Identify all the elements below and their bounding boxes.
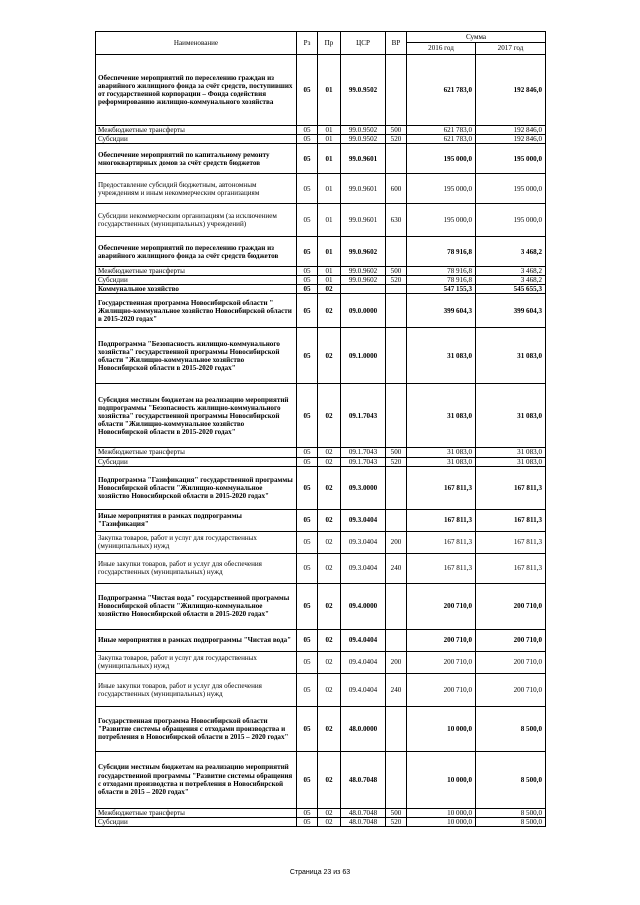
cell-sum-2016: 200 710,0	[407, 583, 476, 629]
cell-sum-2017: 200 710,0	[476, 629, 546, 651]
cell-sum-2017: 195 000,0	[476, 204, 546, 237]
cell-sum-2016: 621 783,0	[407, 55, 476, 126]
cell-sum-2017: 167 811,3	[476, 531, 546, 553]
cell-pr: 01	[318, 135, 341, 144]
cell-sum-2017: 195 000,0	[476, 144, 546, 174]
cell-name: Коммунальное хозяйство	[96, 285, 297, 294]
cell-vr	[386, 237, 407, 267]
cell-rz: 05	[297, 294, 318, 328]
cell-name: Субсидии	[96, 457, 297, 466]
table-row	[96, 457, 546, 466]
cell-pr: 01	[318, 126, 341, 135]
cell-pr: 02	[318, 384, 341, 448]
cell-rz: 05	[297, 629, 318, 651]
cell-sum-2016: 10 000,0	[407, 751, 476, 808]
cell-rz: 05	[297, 583, 318, 629]
cell-csr: 09.3.0404	[341, 531, 386, 553]
cell-csr: 99.0.9502	[341, 55, 386, 126]
table-body	[96, 55, 546, 827]
table-row	[96, 583, 546, 629]
table-row	[96, 126, 546, 135]
cell-pr: 02	[318, 531, 341, 553]
cell-sum-2017: 3 468,2	[476, 237, 546, 267]
table-row	[96, 751, 546, 808]
cell-csr: 48.0.7048	[341, 817, 386, 826]
cell-csr: 09.3.0404	[341, 553, 386, 583]
cell-rz: 05	[297, 751, 318, 808]
cell-rz: 05	[297, 135, 318, 144]
cell-pr: 02	[318, 509, 341, 531]
cell-rz: 05	[297, 237, 318, 267]
cell-pr: 02	[318, 448, 341, 457]
cell-csr: 48.0.7048	[341, 751, 386, 808]
cell-sum-2017: 3 468,2	[476, 267, 546, 276]
cell-name: Закупка товаров, работ и услуг для государственных (муниципальных) нужд	[96, 531, 297, 553]
cell-vr	[386, 384, 407, 448]
cell-sum-2017: 167 811,3	[476, 466, 546, 509]
table-row	[96, 328, 546, 384]
cell-vr: 520	[386, 817, 407, 826]
cell-pr: 01	[318, 204, 341, 237]
cell-sum-2016: 200 710,0	[407, 629, 476, 651]
cell-sum-2017: 31 083,0	[476, 384, 546, 448]
cell-name: Субсидии	[96, 135, 297, 144]
cell-csr: 09.1.0000	[341, 328, 386, 384]
cell-name: Субсидии	[96, 276, 297, 285]
cell-rz: 05	[297, 448, 318, 457]
cell-vr: 520	[386, 276, 407, 285]
cell-vr: 500	[386, 267, 407, 276]
cell-sum-2016: 200 710,0	[407, 673, 476, 706]
table-row	[96, 553, 546, 583]
cell-rz: 05	[297, 384, 318, 448]
cell-csr: 09.1.7043	[341, 384, 386, 448]
table-row	[96, 204, 546, 237]
cell-pr: 01	[318, 237, 341, 267]
cell-name: Субсидии некоммерческим организациям (за исключением государственных (муниципальных) учреждений)	[96, 204, 297, 237]
table-row	[96, 706, 546, 751]
cell-vr	[386, 328, 407, 384]
cell-csr: 48.0.0000	[341, 706, 386, 751]
cell-csr: 99.0.9502	[341, 126, 386, 135]
cell-vr: 200	[386, 531, 407, 553]
cell-name: Обеспечение мероприятий по переселению граждан из аварийного жилищного фонда за счёт средств бюджетов	[96, 237, 297, 267]
cell-csr: 99.0.9602	[341, 276, 386, 285]
cell-vr: 200	[386, 651, 407, 673]
cell-csr: 09.3.0000	[341, 466, 386, 509]
cell-pr: 01	[318, 276, 341, 285]
cell-csr: 09.3.0404	[341, 509, 386, 531]
table-row	[96, 135, 546, 144]
cell-name: Субсидии местным бюджетам на реализацию мероприятий государственной программы "Развитие системы обращения с отходами производства и потребления в Новосибирской области в 2015 – 2020 годах"	[96, 751, 297, 808]
cell-vr: 500	[386, 126, 407, 135]
cell-csr	[341, 285, 386, 294]
cell-sum-2016: 78 916,8	[407, 276, 476, 285]
cell-sum-2017: 31 083,0	[476, 328, 546, 384]
table-row	[96, 817, 546, 826]
cell-vr	[386, 583, 407, 629]
cell-rz: 05	[297, 55, 318, 126]
cell-sum-2016: 78 916,8	[407, 237, 476, 267]
header-pr: Пр	[318, 32, 341, 55]
cell-vr: 240	[386, 673, 407, 706]
table-row	[96, 808, 546, 817]
cell-vr: 500	[386, 448, 407, 457]
header-vr: ВР	[386, 32, 407, 55]
cell-csr: 09.1.7043	[341, 448, 386, 457]
cell-pr: 02	[318, 751, 341, 808]
cell-name: Иные закупки товаров, работ и услуг для обеспечения государственных (муниципальных) нужд	[96, 553, 297, 583]
cell-vr	[386, 55, 407, 126]
cell-vr	[386, 706, 407, 751]
cell-name: Межбюджетные трансферты	[96, 126, 297, 135]
cell-vr: 630	[386, 204, 407, 237]
cell-sum-2017: 192 846,0	[476, 55, 546, 126]
cell-vr	[386, 144, 407, 174]
cell-name: Субсидии	[96, 817, 297, 826]
cell-rz: 05	[297, 553, 318, 583]
cell-pr: 02	[318, 457, 341, 466]
cell-pr: 02	[318, 706, 341, 751]
cell-pr: 02	[318, 583, 341, 629]
cell-vr: 520	[386, 135, 407, 144]
cell-rz: 05	[297, 126, 318, 135]
cell-sum-2016: 167 811,3	[407, 553, 476, 583]
table-row	[96, 651, 546, 673]
cell-pr: 01	[318, 267, 341, 276]
cell-pr: 02	[318, 553, 341, 583]
cell-vr	[386, 285, 407, 294]
cell-csr: 09.4.0000	[341, 583, 386, 629]
cell-rz: 05	[297, 276, 318, 285]
cell-name: Обеспечение мероприятий по капитальному ремонту многоквартирных домов за счёт средств бюджетов	[96, 144, 297, 174]
cell-csr: 99.0.9502	[341, 135, 386, 144]
cell-sum-2017: 167 811,3	[476, 553, 546, 583]
cell-sum-2017: 200 710,0	[476, 651, 546, 673]
cell-sum-2016: 10 000,0	[407, 808, 476, 817]
cell-csr: 48.0.7048	[341, 808, 386, 817]
cell-name: Иные мероприятия в рамках подпрограммы "Чистая вода"	[96, 629, 297, 651]
header-year-2017: 2017 год	[476, 43, 546, 55]
cell-name: Межбюджетные трансферты	[96, 448, 297, 457]
cell-pr: 02	[318, 466, 341, 509]
header-csr: ЦСР	[341, 32, 386, 55]
cell-sum-2016: 167 811,3	[407, 466, 476, 509]
table-row	[96, 448, 546, 457]
table-row	[96, 531, 546, 553]
cell-sum-2017: 8 500,0	[476, 817, 546, 826]
cell-rz: 05	[297, 466, 318, 509]
cell-pr: 02	[318, 817, 341, 826]
cell-rz: 05	[297, 808, 318, 817]
cell-sum-2016: 10 000,0	[407, 817, 476, 826]
header-year-2016: 2016 год	[407, 43, 476, 55]
cell-vr	[386, 509, 407, 531]
cell-sum-2017: 399 604,3	[476, 294, 546, 328]
header-sum: Сумма	[407, 32, 546, 43]
cell-pr: 02	[318, 285, 341, 294]
cell-sum-2017: 31 083,0	[476, 448, 546, 457]
cell-rz: 05	[297, 174, 318, 204]
cell-pr: 01	[318, 174, 341, 204]
cell-sum-2016: 31 083,0	[407, 448, 476, 457]
table-row	[96, 673, 546, 706]
cell-sum-2016: 31 083,0	[407, 384, 476, 448]
table-row	[96, 509, 546, 531]
cell-sum-2017: 8 500,0	[476, 808, 546, 817]
cell-rz: 05	[297, 457, 318, 466]
cell-name: Подпрограмма "Безопасность жилищно-коммунального хозяйства" государственной программы Новосибирской области "Жилищно-коммунальное хозяйство Новосибирской области в 2015-2020 годах"	[96, 328, 297, 384]
cell-sum-2017: 167 811,3	[476, 509, 546, 531]
cell-csr: 09.1.7043	[341, 457, 386, 466]
cell-rz: 05	[297, 651, 318, 673]
cell-name: Закупка товаров, работ и услуг для государственных (муниципальных) нужд	[96, 651, 297, 673]
cell-sum-2016: 195 000,0	[407, 174, 476, 204]
table-row	[96, 237, 546, 267]
cell-sum-2017: 192 846,0	[476, 126, 546, 135]
cell-rz: 05	[297, 706, 318, 751]
cell-name: Обеспечение мероприятий по переселению граждан из аварийного жилищного фонда за счёт средств, поступивших от государственной корпорации – Фонда содействия реформированию жилищно-коммунального хозяйства	[96, 55, 297, 126]
budget-table	[95, 31, 546, 827]
cell-csr: 09.0.0000	[341, 294, 386, 328]
header-rz: Рз	[297, 32, 318, 55]
table-row	[96, 629, 546, 651]
cell-csr: 99.0.9601	[341, 204, 386, 237]
table-row	[96, 174, 546, 204]
cell-sum-2016: 200 710,0	[407, 651, 476, 673]
table-row	[96, 466, 546, 509]
cell-name: Подпрограмма "Чистая вода" государственной программы Новосибирской области "Жилищно-коммунальное хозяйство Новосибирской области в 2015-2020 годах"	[96, 583, 297, 629]
cell-name: Государственная программа Новосибирской области " Жилищно-коммунальное хозяйство Новосибирской области в 2015-2020 годах"	[96, 294, 297, 328]
cell-sum-2017: 200 710,0	[476, 583, 546, 629]
cell-rz: 05	[297, 267, 318, 276]
cell-pr: 01	[318, 55, 341, 126]
cell-sum-2016: 78 916,8	[407, 267, 476, 276]
cell-sum-2016: 167 811,3	[407, 531, 476, 553]
cell-sum-2016: 31 083,0	[407, 328, 476, 384]
cell-pr: 02	[318, 808, 341, 817]
cell-rz: 05	[297, 531, 318, 553]
table-row	[96, 267, 546, 276]
cell-sum-2016: 31 083,0	[407, 457, 476, 466]
cell-vr	[386, 629, 407, 651]
cell-vr: 520	[386, 457, 407, 466]
cell-rz: 05	[297, 509, 318, 531]
cell-name: Предоставление субсидий бюджетным, автономным учреждениям и иным некоммерческим организациям	[96, 174, 297, 204]
cell-vr	[386, 466, 407, 509]
cell-name: Подпрограмма "Газификация" государственной программы Новосибирской области "Жилищно-коммунальное хозяйство Новосибирской области в 2015-2020 годах"	[96, 466, 297, 509]
cell-pr: 01	[318, 144, 341, 174]
cell-rz: 05	[297, 144, 318, 174]
cell-name: Иные закупки товаров, работ и услуг для обеспечения государственных (муниципальных) нужд	[96, 673, 297, 706]
cell-sum-2017: 8 500,0	[476, 706, 546, 751]
cell-rz: 05	[297, 285, 318, 294]
cell-sum-2017: 3 468,2	[476, 276, 546, 285]
cell-sum-2016: 10 000,0	[407, 706, 476, 751]
cell-csr: 99.0.9601	[341, 174, 386, 204]
cell-rz: 05	[297, 204, 318, 237]
table-row	[96, 294, 546, 328]
cell-sum-2016: 195 000,0	[407, 204, 476, 237]
header-name: Наименование	[96, 32, 297, 55]
cell-sum-2016: 195 000,0	[407, 144, 476, 174]
cell-vr: 600	[386, 174, 407, 204]
cell-pr: 02	[318, 328, 341, 384]
cell-sum-2017: 545 655,3	[476, 285, 546, 294]
cell-sum-2017: 200 710,0	[476, 673, 546, 706]
cell-csr: 99.0.9601	[341, 144, 386, 174]
cell-sum-2016: 167 811,3	[407, 509, 476, 531]
cell-name: Межбюджетные трансферты	[96, 808, 297, 817]
cell-name: Иные мероприятия в рамках подпрограммы "Газификация"	[96, 509, 297, 531]
cell-sum-2016: 547 155,3	[407, 285, 476, 294]
table-row	[96, 285, 546, 294]
cell-rz: 05	[297, 328, 318, 384]
table-row	[96, 55, 546, 126]
cell-csr: 99.0.9602	[341, 267, 386, 276]
cell-rz: 05	[297, 817, 318, 826]
cell-vr	[386, 751, 407, 808]
cell-name: Субсидия местным бюджетам на реализацию мероприятий подпрограммы "Безопасность жилищно-коммунального хозяйства" государственной программы Новосибирской области "Жилищно-коммунальное хозяйство Новосибирской области в 2015-2020 годах"	[96, 384, 297, 448]
table-row	[96, 144, 546, 174]
cell-sum-2017: 195 000,0	[476, 174, 546, 204]
cell-sum-2017: 31 083,0	[476, 457, 546, 466]
cell-sum-2016: 621 783,0	[407, 135, 476, 144]
cell-vr: 240	[386, 553, 407, 583]
table-row	[96, 276, 546, 285]
cell-vr: 500	[386, 808, 407, 817]
cell-csr: 09.4.0404	[341, 673, 386, 706]
cell-rz: 05	[297, 673, 318, 706]
cell-sum-2017: 8 500,0	[476, 751, 546, 808]
table-row	[96, 384, 546, 448]
cell-pr: 02	[318, 673, 341, 706]
cell-csr: 09.4.0404	[341, 651, 386, 673]
cell-pr: 02	[318, 294, 341, 328]
cell-csr: 09.4.0404	[341, 629, 386, 651]
page-footer: Страница 23 из 63	[289, 869, 351, 876]
cell-vr	[386, 294, 407, 328]
cell-csr: 99.0.9602	[341, 237, 386, 267]
cell-sum-2016: 621 783,0	[407, 126, 476, 135]
cell-pr: 02	[318, 651, 341, 673]
cell-name: Государственная программа Новосибирской области "Развитие системы обращения с отходами производства и потребления в Новосибирской области в 2015 – 2020 годах"	[96, 706, 297, 751]
cell-name: Межбюджетные трансферты	[96, 267, 297, 276]
budget-table-sheet	[95, 31, 545, 827]
cell-sum-2016: 399 604,3	[407, 294, 476, 328]
cell-sum-2017: 192 846,0	[476, 135, 546, 144]
cell-pr: 02	[318, 629, 341, 651]
